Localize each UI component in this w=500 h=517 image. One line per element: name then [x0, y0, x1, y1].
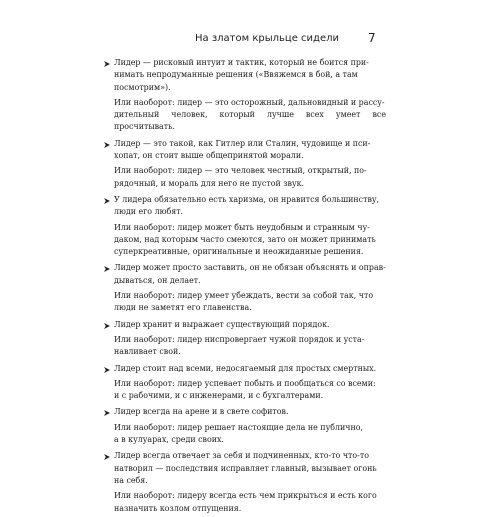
lead-text: Лидер — рисковый интуит и тактик, который не боится при- нимать непродуманные решения («Ввяжемся в бой, а там посмотрим»). [114, 58, 369, 92]
lead-text: Лидер — это такой, как Гитлер или Сталин, чудовище и пси- хопат, он стоит выше общепринятой морали. [114, 138, 371, 161]
arrow-bullet-icon [103, 265, 111, 273]
lead-text: Лидер всегда на арене и в свете софитов. [114, 407, 289, 417]
counter-text: Или наоборот: лидер умеет убеждать, вести за собой так, что люди не заметят его главенства. [114, 291, 374, 313]
counter-text: Или наоборот: лидер — это осторожный, дальновидный и рассу- дительный человек, который лучше всех умеет все просчитывать. [114, 97, 386, 132]
list-item [114, 192, 386, 258]
list-item [114, 55, 386, 134]
lead-text: Лидер всегда отвечает за себя и подчиненных, кто-то что-то натворил — последствия исправляет главный, вызывает огонь на себя. [114, 451, 377, 485]
list-item [114, 317, 386, 359]
counter-text: Или наоборот: лидер ниспровергает чужой порядок и уста- навливает свой. [114, 334, 365, 357]
arrow-bullet-icon [103, 366, 111, 374]
page-number: 7 [368, 31, 376, 45]
arrow-bullet-icon [103, 322, 111, 330]
running-header [0, 33, 500, 49]
list-item [114, 404, 386, 446]
lead-text: Лидер может просто заставить, он не обязан объяснять и оправ- дываться, он делает. [114, 263, 386, 285]
list-item [114, 136, 386, 190]
lead-text: У лидера обязательно есть харизма, он нравится большинству, люди его любят. [114, 194, 380, 217]
arrow-bullet-icon [103, 197, 111, 205]
arrow-bullet-icon [103, 453, 111, 461]
header-title: На златом крыльце сидели [195, 33, 339, 44]
lead-text: Лидер стоит над всеми, недосягаемый для простых смертных. [114, 363, 377, 373]
counter-text: Или наоборот: лидер — это человек честный, открытый, по- рядочный, и мораль для него не пустой звук. [114, 166, 367, 188]
content [114, 55, 386, 517]
lead-text: Лидер хранит и выражает существующий порядок. [114, 319, 330, 329]
list-item [114, 260, 386, 314]
arrow-bullet-icon [103, 141, 111, 149]
arrow-bullet-icon [103, 60, 111, 68]
counter-text: Или наоборот: лидер решает настоящие дела не публично, а в кулуарах, среди своих. [114, 422, 363, 445]
list-item [114, 361, 386, 403]
counter-text: Или наоборот: лидеру всегда есть чем прикрыться и есть кого назначить козлом отпущения. [114, 491, 377, 513]
list-item [114, 448, 386, 514]
counter-text: Или наоборот: лидер успевает побыть и пообщаться со всеми: и с рабочими, и с инженерами, и с бухгалтерами. [114, 378, 376, 401]
arrow-bullet-icon [103, 409, 111, 417]
counter-text: Или наоборот: лидер может быть неудобным и странным чу- даком, над которым часто смеются, зато он может принимать суперкреативные, оригинальные и неожиданные решения. [114, 222, 376, 257]
